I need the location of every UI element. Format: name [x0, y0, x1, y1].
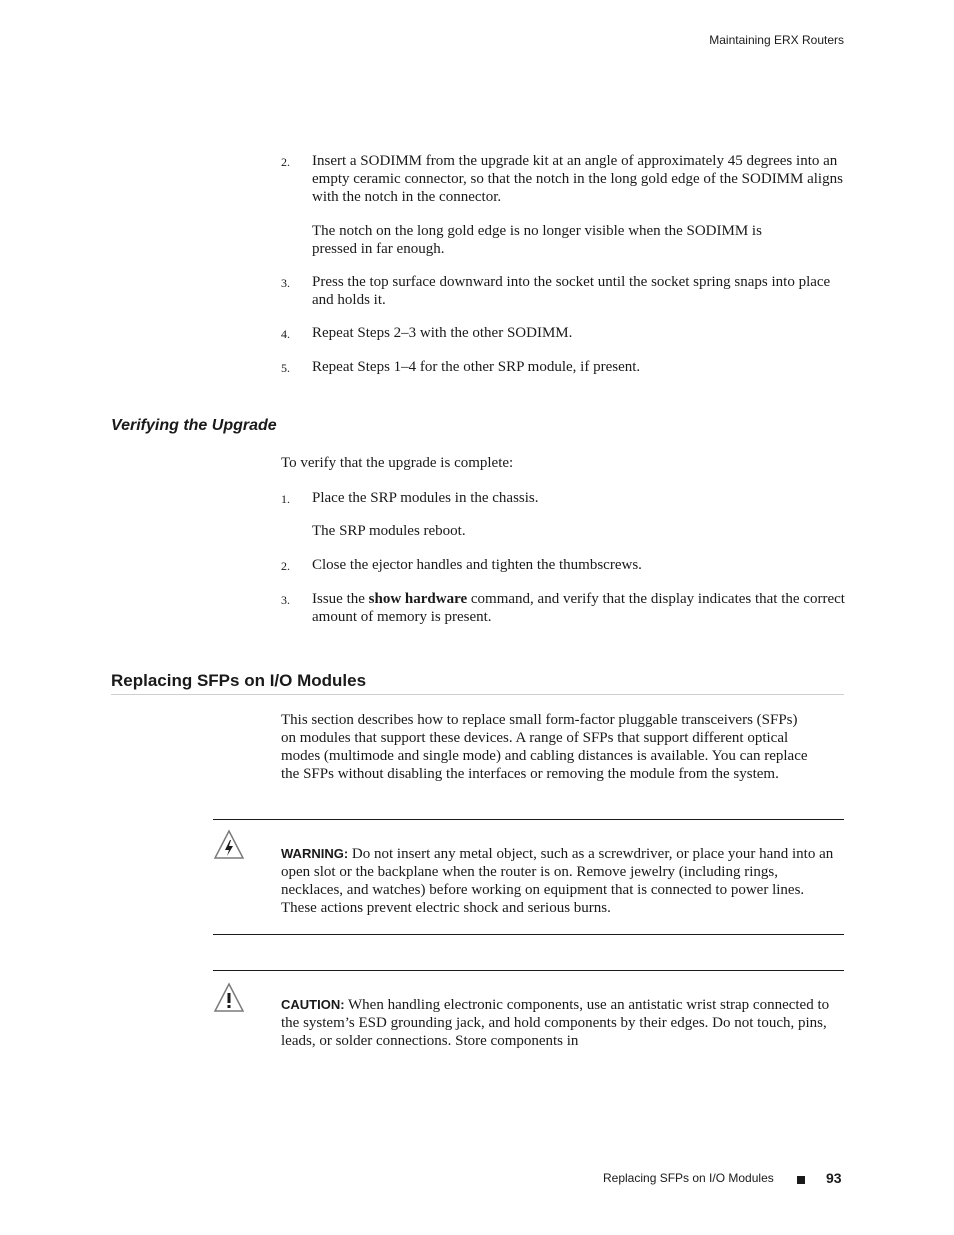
step-text: Insert a SODIMM from the upgrade kit at an angle of approximately 45 degrees into an empty ceramic connector, so that the notch in the long gold edge of the SODIMM aligns with the notch in the connector.: [312, 153, 843, 205]
list-item: [281, 556, 845, 574]
step-text: [312, 590, 845, 626]
page-number: 93: [826, 1170, 842, 1186]
list-item: [281, 273, 845, 309]
warning-top-rule: [213, 819, 844, 820]
text-run: command, and verify that the display indicates that the correct amount of memory is present.: [312, 591, 845, 625]
list-item: [281, 152, 845, 206]
warning-bottom-rule: [213, 934, 844, 935]
caution-body: When handling electronic components, use an antistatic wrist strap connected to the system’s ESD grounding jack, and hold components by their edges. Do not touch, pins, leads, or solder connections. Store components in: [281, 997, 830, 1049]
step-number: 3.: [281, 593, 290, 607]
step-number: 4.: [281, 327, 290, 341]
warning-label: WARNING:: [281, 846, 349, 861]
electrical-hazard-icon: [213, 829, 245, 859]
step-number: 5.: [281, 361, 290, 375]
section-rule: [111, 694, 844, 695]
caution-top-rule: [213, 970, 844, 971]
step-number: 1.: [281, 492, 290, 506]
step-text: Place the SRP modules in the chassis.: [312, 490, 539, 506]
intro-text: To verify that the upgrade is complete:: [281, 455, 514, 471]
text-run: Issue the: [312, 591, 369, 607]
caution-text: [281, 996, 841, 1050]
step-number: 2.: [281, 155, 290, 169]
warning-body: Do not insert any metal object, such as a screwdriver, or place your hand into an open slot or the backplane when the router is on. Remove jewelry (including rings, necklaces, and watches) before working on equipment that is connected to power lines. These actions prevent electric shock and serious burns.: [281, 846, 834, 916]
section-heading: Replacing SFPs on I/O Modules: [111, 671, 367, 690]
list-item: [281, 358, 845, 376]
warning-text: [281, 845, 841, 917]
running-footer: Replacing SFPs on I/O Modules: [603, 1171, 774, 1185]
list-item: [281, 590, 845, 626]
step-number: 2.: [281, 559, 290, 573]
caution-label: CAUTION:: [281, 997, 345, 1012]
step-note: The notch on the long gold edge is no longer visible when the SODIMM is pressed in far enough.: [312, 223, 762, 257]
list-item: [281, 489, 845, 507]
list-item: [281, 324, 845, 342]
command-name: show hardware: [368, 591, 468, 607]
step-number: 3.: [281, 276, 290, 290]
step-text: Repeat Steps 1–4 for the other SRP module, if present.: [312, 359, 641, 375]
step-note: The SRP modules reboot.: [312, 523, 466, 539]
running-header: Maintaining ERX Routers: [709, 33, 844, 47]
footer-square-icon: [797, 1176, 805, 1184]
caution-exclamation-icon: [213, 982, 245, 1012]
step-text: Press the top surface downward into the socket until the socket spring snaps into place and holds it.: [312, 274, 831, 308]
step-text: Repeat Steps 2–3 with the other SODIMM.: [312, 325, 573, 341]
subsection-heading: Verifying the Upgrade: [111, 417, 277, 434]
step-text: Close the ejector handles and tighten the thumbscrews.: [312, 557, 642, 573]
section-intro: This section describes how to replace small form-factor pluggable transceivers (SFPs) on modules that support these devices. A range of SFPs that support different optical modes (multimode and single mode) and cabling distances is available. You can replace the SFPs without disabling the interfaces or removing the module from the system.: [281, 712, 808, 782]
